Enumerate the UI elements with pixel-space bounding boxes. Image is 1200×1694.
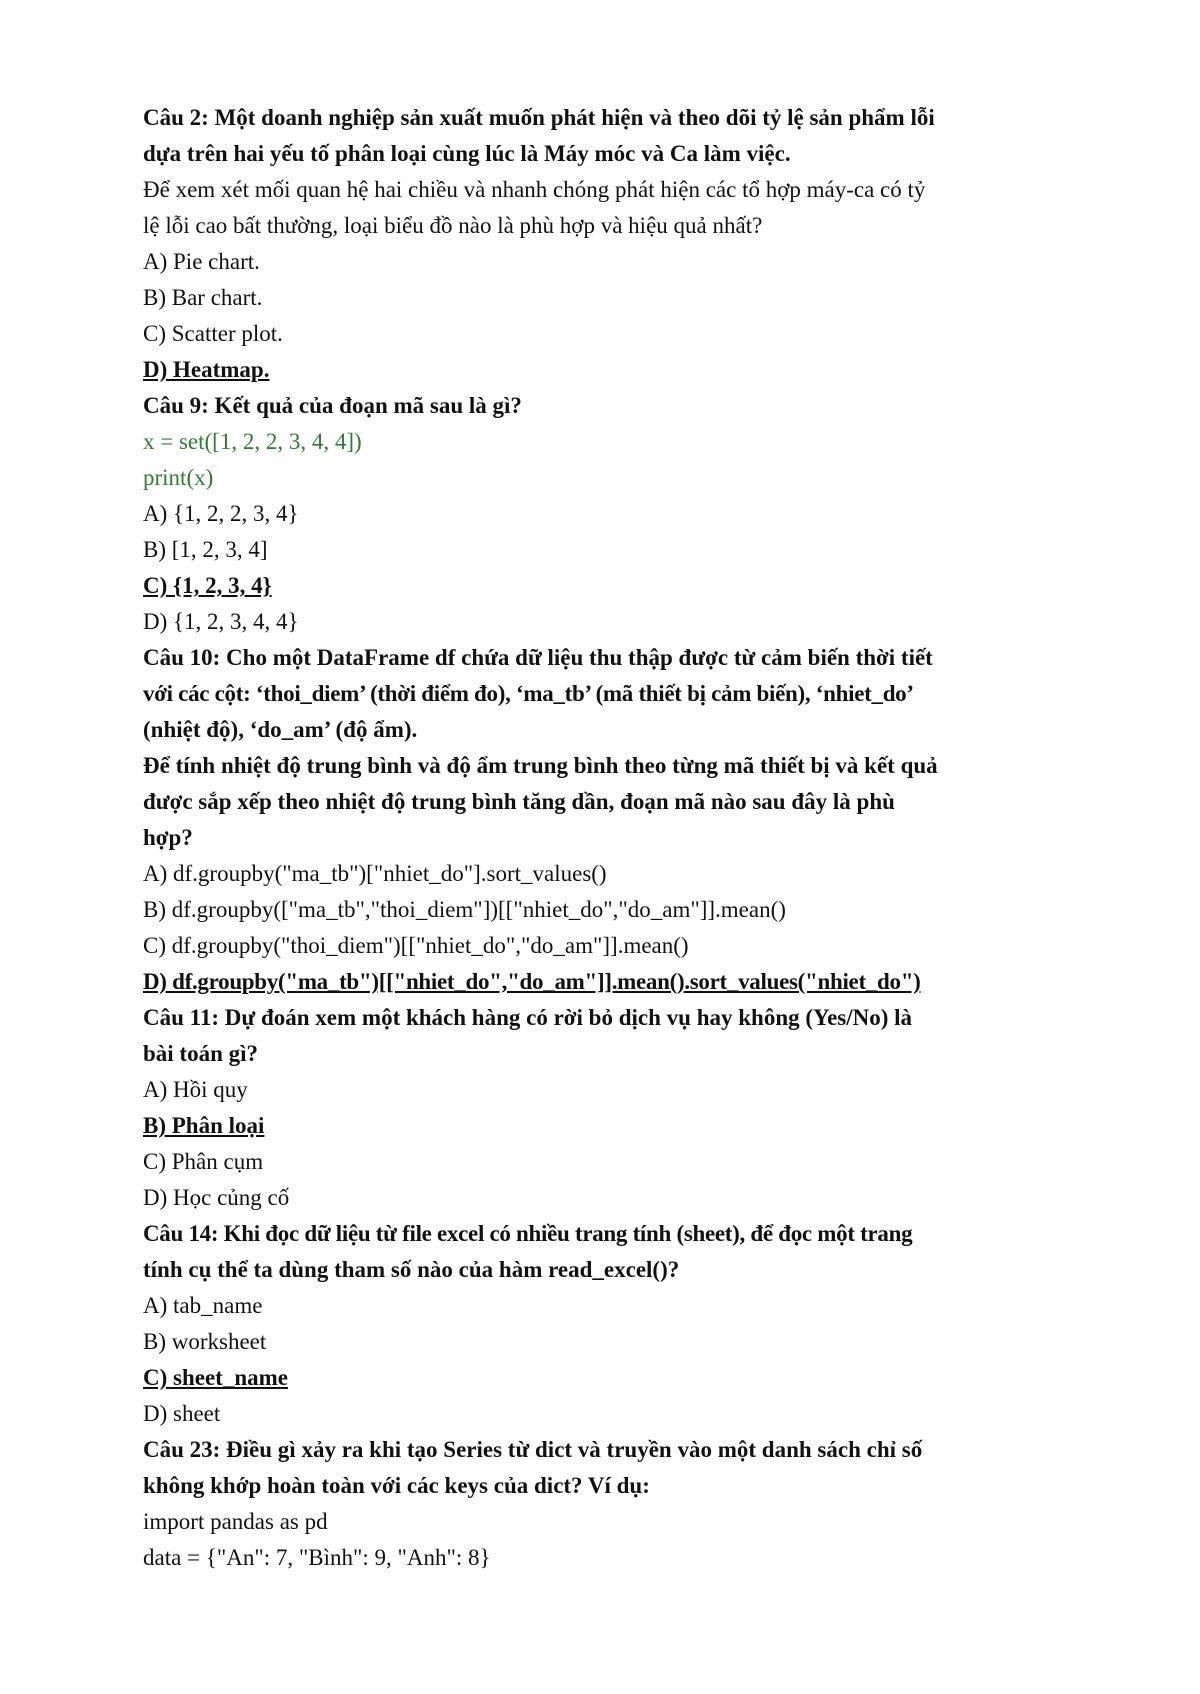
question-14-line-2: tính cụ thể ta dùng tham số nào của hàm read_excel()? (143, 1257, 680, 1282)
question-14-option-a: A) tab_name (143, 1293, 263, 1318)
question-11-line-1: Câu 11: Dự đoán xem một khách hàng có rời bỏ dịch vụ hay không (Yes/No) là (143, 1005, 913, 1030)
question-10-line-5: được sắp xếp theo nhiệt độ trung bình tăng dần, đoạn mã nào sau đây là phù (143, 789, 895, 814)
question-10-line-3: (nhiệt độ), ‘do_am’ (độ ẩm). (143, 717, 418, 742)
question-14-option-d: D) sheet (143, 1401, 221, 1426)
question-14-line-1: Câu 14: Khi đọc dữ liệu từ file excel có nhiều trang tính (sheet), để đọc một trang (143, 1221, 913, 1246)
question-9-option-b: B) [1, 2, 3, 4] (143, 537, 268, 562)
question-9-correct-answer: C) {1, 2, 3, 4} (143, 573, 272, 598)
question-2-line-3: Để xem xét mối quan hệ hai chiều và nhanh chóng phát hiện các tổ hợp máy-ca có tỷ (143, 177, 926, 202)
question-2-option-c: C) Scatter plot. (143, 321, 283, 346)
question-11-line-2: bài toán gì? (143, 1041, 259, 1066)
question-2-correct-answer: D) Heatmap. (143, 357, 270, 382)
question-9-title: Câu 9: Kết quả của đoạn mã sau là gì? (143, 393, 522, 418)
question-2-line-1: Câu 2: Một doanh nghiệp sản xuất muốn phát hiện và theo dõi tỷ lệ sản phẩm lỗi (143, 105, 935, 130)
question-11-option-a: A) Hồi quy (143, 1077, 248, 1102)
question-9-code-line-1: x = set([1, 2, 2, 3, 4, 4]) (143, 429, 362, 454)
question-2-option-b: B) Bar chart. (143, 285, 263, 310)
question-23-code-line-2: data = {"An": 7, "Bình": 9, "Anh": 8} (143, 1545, 491, 1570)
question-14-option-b: B) worksheet (143, 1329, 267, 1354)
question-23-line-2: không khớp hoàn toàn với các keys của dict? Ví dụ: (143, 1473, 650, 1498)
question-10-line-1: Câu 10: Cho một DataFrame df chứa dữ liệu thu thập được từ cảm biến thời tiết (143, 645, 933, 670)
question-2-option-a: A) Pie chart. (143, 249, 260, 274)
question-23-line-1: Câu 23: Điều gì xảy ra khi tạo Series từ dict và truyền vào một danh sách chỉ số (143, 1437, 923, 1462)
question-10-line-4: Để tính nhiệt độ trung bình và độ ẩm trung bình theo từng mã thiết bị và kết quả (143, 753, 938, 778)
question-9-code-line-2: print(x) (143, 465, 214, 490)
question-2-line-4: lệ lỗi cao bất thường, loại biểu đồ nào là phù hợp và hiệu quả nhất? (143, 213, 763, 238)
question-11-option-c: C) Phân cụm (143, 1149, 264, 1174)
document-content (143, 100, 1083, 1576)
question-10-line-6: hợp? (143, 825, 193, 850)
question-23-code-line-1: import pandas as pd (143, 1509, 328, 1534)
question-2-line-2: dựa trên hai yếu tố phân loại cùng lúc là Máy móc và Ca làm việc. (143, 141, 791, 166)
question-11-correct-answer: B) Phân loại (143, 1113, 265, 1138)
question-9-option-d: D) {1, 2, 3, 4, 4} (143, 609, 299, 634)
question-9-option-a: A) {1, 2, 2, 3, 4} (143, 501, 299, 526)
question-10-option-b: B) df.groupby(["ma_tb","thoi_diem"])[["nhiet_do","do_am"]].mean() (143, 897, 786, 922)
question-10-line-2: với các cột: ‘thoi_diem’ (thời điểm đo), ‘ma_tb’ (mã thiết bị cảm biến), ‘nhiet_do’ (143, 681, 914, 706)
question-10-option-a: A) df.groupby("ma_tb")["nhiet_do"].sort_values() (143, 861, 607, 886)
question-10-correct-answer: D) df.groupby("ma_tb")[["nhiet_do","do_am"]].mean().sort_values("nhiet_do") (143, 969, 921, 994)
question-11-option-d: D) Học củng cố (143, 1185, 290, 1210)
question-10-option-c: C) df.groupby("thoi_diem")[["nhiet_do","do_am"]].mean() (143, 933, 689, 958)
question-14-correct-answer: C) sheet_name (143, 1365, 288, 1390)
